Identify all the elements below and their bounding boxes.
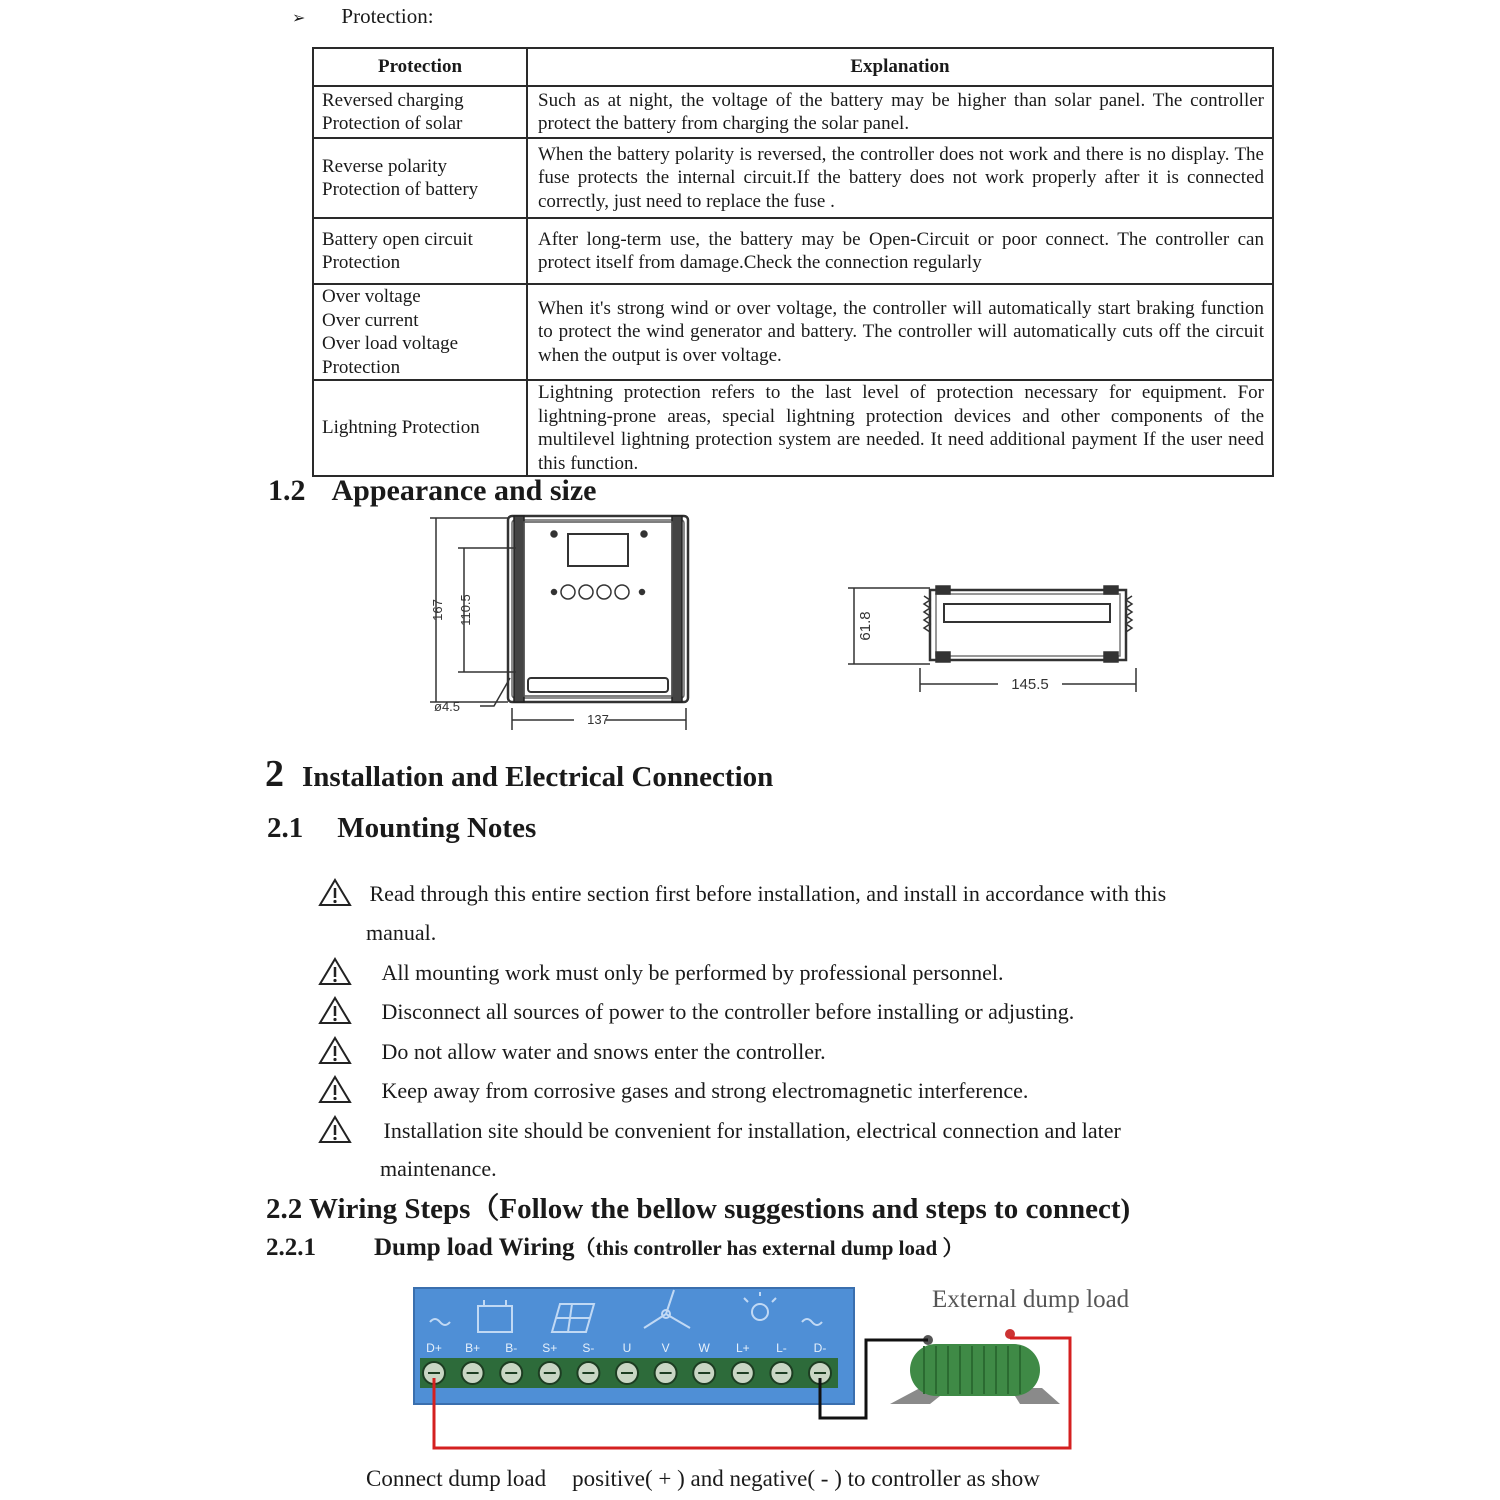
explanation-cell: Such as at night, the voltage of the battery may be higher than solar panel. The controller protect the battery from charging the solar panel. xyxy=(527,86,1273,138)
mounting-note xyxy=(318,992,1074,1032)
protection-heading-text: Protection: xyxy=(341,4,434,28)
wiring-diagram xyxy=(410,1284,1110,1464)
warning-icon xyxy=(318,1114,352,1144)
warning-icon xyxy=(318,1074,352,1104)
warning-icon xyxy=(318,877,352,907)
section-2-1-heading xyxy=(267,812,536,845)
section-title: Appearance and size xyxy=(331,474,597,507)
side-view-drawing xyxy=(840,578,1150,698)
section-title: Dump load Wiring xyxy=(374,1234,575,1261)
mounting-note xyxy=(318,1071,1028,1111)
note-continuation: manual. xyxy=(366,920,437,945)
mounting-note xyxy=(318,953,1004,993)
wiring-caption xyxy=(366,1466,1040,1492)
external-dump-load-label: External dump load xyxy=(932,1286,1130,1313)
dim-height-inner: 110.5 xyxy=(458,594,473,626)
protection-line: Protection of solar xyxy=(322,113,463,134)
table-row xyxy=(313,86,1273,138)
terminal-label: L+ xyxy=(735,1341,750,1355)
table-row xyxy=(313,138,1273,218)
terminal-label: S- xyxy=(582,1341,595,1355)
table-header-row xyxy=(313,48,1273,86)
section-2-2-heading: 2.2 Wiring Steps（Follow the bellow suggestions and steps to connect) xyxy=(266,1193,1131,1225)
protection-line: Protection xyxy=(322,252,401,273)
protection-line: Protection of battery xyxy=(322,179,479,200)
table-header-protection: Protection xyxy=(313,48,527,86)
caption-part2: positive( + ) and negative( - ) to controller as show xyxy=(572,1466,1040,1491)
terminal-label: B+ xyxy=(465,1341,481,1355)
terminal-label: B- xyxy=(505,1341,518,1355)
section-number: 1.2 xyxy=(268,474,306,507)
dim-width: 137 xyxy=(587,712,609,727)
section-number: 2.1 xyxy=(267,812,304,844)
mounting-note xyxy=(318,1111,1121,1151)
front-view-drawing xyxy=(420,510,720,740)
table-row xyxy=(313,284,1273,380)
table-row xyxy=(313,218,1273,284)
note-text: Read through this entire section first before installation, and install in accordance with this xyxy=(369,881,1167,906)
dim-hole: ø4.5 xyxy=(434,699,461,714)
table-header-explanation: Explanation xyxy=(527,48,1273,86)
note-text: All mounting work must only be performed by professional personnel. xyxy=(381,960,1004,985)
section-2-heading xyxy=(265,752,773,796)
terminal-label: D- xyxy=(813,1341,827,1355)
section-note: （this controller has external dump load ） xyxy=(574,1236,964,1260)
table-row xyxy=(313,380,1273,476)
protection-line: Over voltage xyxy=(322,286,421,307)
section-1-2-heading xyxy=(268,474,597,508)
explanation-cell: When it's strong wind or over voltage, the controller will automatically start braking function to protect the wind generator and battery. The controller will automatically cuts off the circuit when the output is over voltage. xyxy=(527,284,1273,380)
caption-part1: Connect dump load xyxy=(366,1466,547,1491)
terminal-label: W xyxy=(698,1341,710,1355)
protection-cell xyxy=(313,284,527,380)
mounting-note xyxy=(318,874,1166,914)
protection-line: Reverse polarity xyxy=(322,155,448,177)
protection-line: Over current xyxy=(322,309,419,331)
dim-height-total: 167 xyxy=(430,599,445,621)
dim-depth: 61.8 xyxy=(857,611,874,641)
note-text: Installation site should be convenient for installation, electrical connection and later xyxy=(383,1118,1121,1143)
terminal-label: D+ xyxy=(426,1341,442,1355)
note-text: Keep away from corrosive gases and strong electromagnetic interference. xyxy=(381,1078,1029,1103)
section-title: Installation and Electrical Connection xyxy=(302,761,774,793)
protection-line: Lightning Protection xyxy=(322,417,480,439)
explanation-cell: After long-term use, the battery may be Open-Circuit or poor connect. The controller can protect itself from damage.Check the connection regularly xyxy=(527,218,1273,284)
section-2-2-1-heading xyxy=(266,1232,963,1262)
arrow-bullet-icon: ➢ xyxy=(292,10,306,27)
protection-cell xyxy=(313,138,527,218)
protection-table xyxy=(312,47,1274,477)
warning-icon xyxy=(318,1035,352,1065)
note-text: Do not allow water and snows enter the controller. xyxy=(381,1039,826,1064)
section-title: Mounting Notes xyxy=(337,812,537,844)
terminal-label: V xyxy=(661,1341,670,1355)
warning-icon xyxy=(318,956,352,986)
protection-line: Reversed charging xyxy=(322,89,464,111)
terminal-label: S+ xyxy=(542,1341,558,1355)
dim-length: 145.5 xyxy=(1011,676,1049,693)
protection-line: Battery open circuit xyxy=(322,228,473,250)
note-text: Disconnect all sources of power to the controller before installing or adjusting. xyxy=(381,999,1075,1024)
note-continuation: maintenance. xyxy=(380,1156,497,1181)
protection-cell xyxy=(313,218,527,284)
protection-cell xyxy=(313,86,527,138)
explanation-cell: Lightning protection refers to the last level of protection necessary for equipment. For lightning-prone areas, special lightning protection devices and other components of the multilevel lightning protection system are needed. It need additional payment If the user need this function. xyxy=(527,380,1273,476)
protection-cell xyxy=(313,380,527,476)
protection-line: Over load voltage xyxy=(322,333,459,354)
protection-heading xyxy=(292,4,434,29)
section-number: 2.2.1 xyxy=(266,1234,316,1261)
mounting-note xyxy=(318,1032,826,1072)
warning-icon xyxy=(318,995,352,1025)
terminal-label: L- xyxy=(776,1341,787,1355)
protection-line: Protection xyxy=(322,356,401,378)
terminal-label: U xyxy=(622,1341,632,1355)
explanation-cell: When the battery polarity is reversed, the controller does not work and there is no display. The fuse protects the internal circuit.If the battery does not work properly after it is connected correctly, just need to replace the fuse . xyxy=(527,138,1273,218)
section-number: 2 xyxy=(265,753,284,795)
